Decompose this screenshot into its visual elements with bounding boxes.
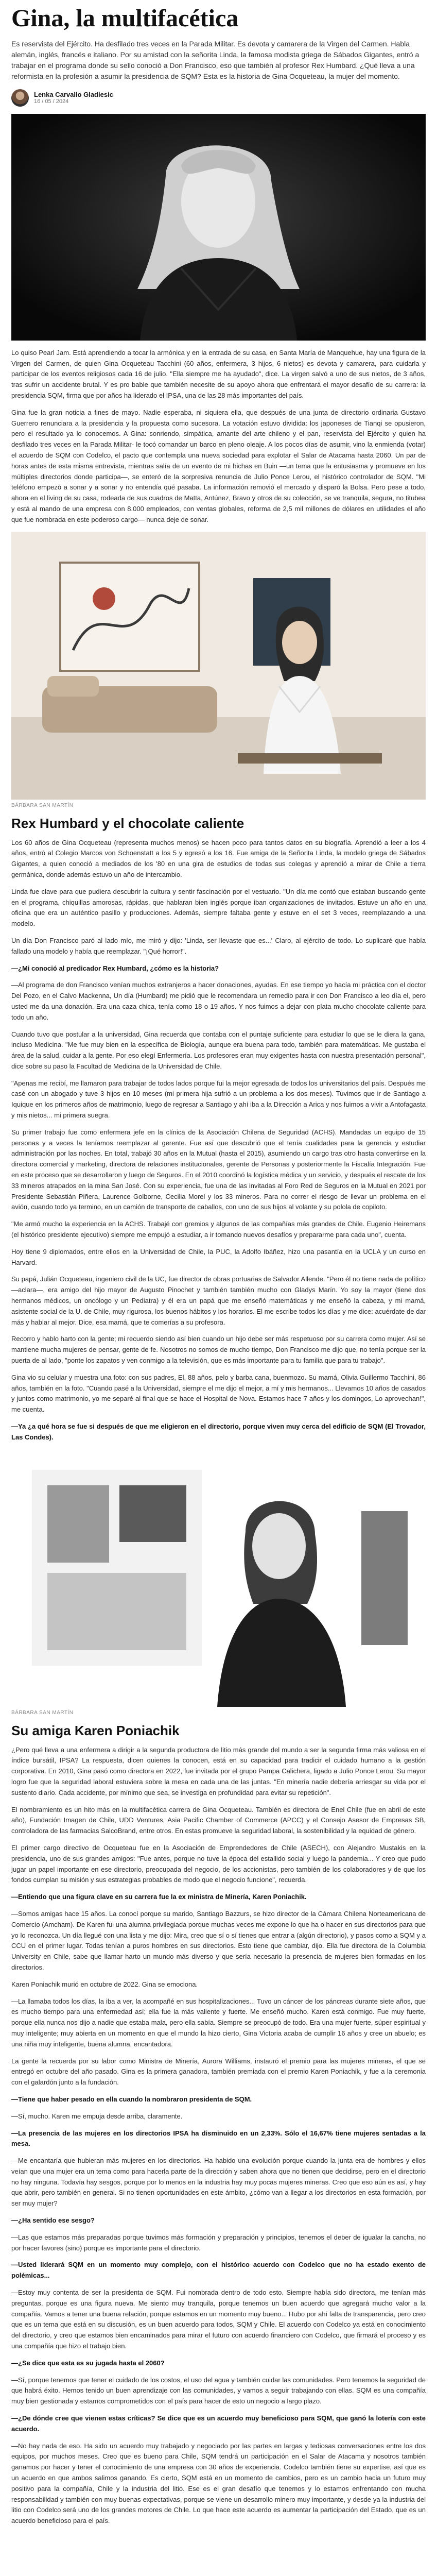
publish-date: 16 / 05 / 2024 [34,98,69,105]
section-heading: Su amiga Karen Poniachik [11,1722,180,1738]
question: —La presencia de las mujeres en los directorios IPSA ha disminuido en un 2,33%. Sólo el 16,67% tiene mujeres sentadas a la mesa. [11,2129,426,2148]
article-lead: Es reservista del Ejército. Ha desfilado tres veces en la Parada Militar. Es devota y camarera de la Virgen del Carmen. Habla alemán, inglés, francés e italiano. Por su amistad con la señorita Linda, la famosa modista griega de Sábados Gigantes, entró a trabajar en el programa donde su sello conoció a Don Francisco, eso que también al profesor Rex Humbard. ¿Qué lleva a una reformista en la profesión a asumir la presidencia de SQM? Esta es la historia de Gina Ocqueteau, la mujer del momento. [11,39,419,80]
section-heading: Rex Humbard y el chocolate caliente [11,815,244,831]
bw-photo [11,1449,426,1707]
living-room-photo [11,532,426,800]
paragraph: Su papá, Julián Ocqueteau, ingeniero civil de la UC, fue director de obras portuarias de Salvador Allende. "Pero él no tiene nada de político —aclara—, era amigo del hijo mayor de Augusto Pinochet y también también mucho con Gladys Marín. Yo soy la mayor (tiene dos hermanos médicos, un oncólogo y un Pediatra) y él era un papá que me enseñó matemáticas y me enseñó la cabeza, y mi mamá, asistente social de la U. de Chile, muy rigurosa, los buenos hábitos y los horarios. El me escribe todos los días y me dice: acuérdate de dar más y hablar al mejor. Dice, esa mamá, que te comerías a su profesora. [11,1275,426,1326]
answer: —Somos amigas hace 15 años. La conocí porque su marido, Santiago Bazzurs, se hizo director de la Cámara Chilena Norteamericana de Comercio (Amcham). De Karen fui una alumna privilegiada porque muchas veces me expone lo que ha o hacer en sus directorios para que yo lo reconozca. Un día llegué con una lista y me dijo: Mira, creo que sí o sí tienes que entrar a (algún directorio), y pasos como a SQM y a CCU en el primer lugar. Todas tenían a puros hombres en sus directorios. Esto tiene que cambiar, dijo. Ella fue directora de la Columbia University en Chile, sabe que llamar harto un mundo más diverso y que sería necesario la presencia de mujeres bien formadas en los directorios. [11,1909,426,1971]
paragraph: Recorro y hablo harto con la gente; mi recuerdo siendo así bien cuando un hijo debe ser más respetuoso por su carrera como mujer. Así se mantiene mucha mujeres de pensar, gente de fe. Nosotros no somos de mucho tiempo, Don Francisco me dijo que, no tenía porque ser la puerta de al lado, "ponte los zapatos y ven conmigo a la televisión, que es más importante para tu familia que para tu trabajo". [11,1335,426,1365]
paragraph: Su primer trabajo fue como enfermera jefe en la clínica de la Asociación Chilena de Seguridad (ACHS). Mandadas un equipo de 15 personas y a veces la teníamos reemplazar al gerente. Fue así que descubrió que el tenía cualidades para la gerencia y estudiar administración por las noches. En total, trabajó 30 años en la Mutual (hasta el 2015), asumiendo un cargo tras otro hasta convertirse en la directora comercial y marketing, directora de relaciones institucionales, gerente de Personas y posteriormente la Fiscalía Integración. Fue en este proceso que se desarrollaron y luego de Seguros. En el 2010 coordinó la logística médica y un servicio, y después el rescate de los 33 mineros atrapados en la mina San José. Con su experiencia, fue una de las invitadas al Foro Red de Seguros en la Mutual en 2021 por Presidente Sebastián Piñera, Laurence Golborne, Cecilia Morel y los 33 mineros. Para no correr el riesgo de llevar un problema en el avión, cuando todo ya termino, en un camión de transporte de caballos, con uno de sus hijos al volante y su polola de copiloto. [11,1128,426,1211]
answer: —No hay nada de eso. Ha sido un acuerdo muy trabajado y negociado por las partes en largas y tediosas conversaciones entre los dos equipos, por muchos meses. Creo que es bueno para Chile, SQM tendrá un participación en el Salar de Atacama y nosotros también ganamos por hacer y tener el conocimiento de una empresa con 30 años de experiencia. Codelco también tiene su expertise, así que es un acuerdo en que ambos salimos ganando. Es cierto, SQM está en un momento de cambios, pero es un cambio hacia un futuro muy positivo para la compañía, Chile y la industria del litio. Ese es el gran desafío que tenemos y lo estamos enfrentando con mucha responsabilidad y también con muy buenas expectativas, porque se viene un desarrollo minero muy importante, y desde ya la industria del litio con Codelco será uno de los grandes motores de Chile. Lo que hace este acuerdo es aumentar la participación del Estado, que es un acuerdo beneficioso para el país. [11,2442,426,2525]
answer: —Sí, porque tenemos que tener el cuidado de los costos, el uso del agua y también cuidar las comunidades. Pero tenemos la seguridad de que habrá éxito. Hemos tenido un buen aprendizaje con las comunidades, y vamos a seguir trabajando con ellas. SQM es una compañía muy bien gestionada y estamos comprometidos con el país para hacer de esto un negocio a largo plazo. [11,2376,426,2405]
answer: —Sí, mucho. Karen me empuja desde arriba, claramente. [11,2112,183,2120]
paragraph: —Ya ¿a qué hora se fue si después de que me eligieron en el directorio, porque viven muy cerca del edificio de SQM (El Trovador, Las Condes). [11,1422,426,1441]
paragraph: Gina fue la gran noticia a fines de mayo. Nadie esperaba, ni siquiera ella, que después de una junta de directorio ordinaria Gustavo Guerrero renunciara a la presidencia y la propuesta como sucesora. La votación estuvo dividida: los japoneses de Tianqi se opusieron, pero el resultado ya lo conocemos. A Gina: sonriendo, simpática, amante del arte chileno y el pan, reservista del Ejército y quien ha desfilado tres veces en la Parada Militar- le tocó comandar un barco en pleno oleaje. A los pocos días de asumir, vino la enmienda (votar) el acuerdo de SQM con Codelco, el pacto que contempla una nueva sociedad para explotar el Salar de Atacama hasta 2060. Un par de horas antes de esta misma entrevista, mientras salía de un evento de mi hichas en Buin —un tema que la entusiasma y promueve en los múltiples directorios donde participa—, se enteró de la sorpresiva renuncia de Julio Ponce Lerou, el histórico controlador de SQM. "Mi teléfono empezó a sonar y a sonar y no entendía qué pasaba. La información removió el mercado y disparó la Bolsa. Pero pese a todo, ahora en el living de su casa, rodeada de sus cuadros de Matta, Antúnez, Bravo y otros de su colección, se ve tranquila, segura, no titubea y está al mando de una empresa con 8.000 empleados, con ventas globales, reforma de 2,5 mil millones de dólares en utilidades el año que fue nombrada en este poderoso cargo— nunca deje de sonar. [11,408,426,523]
portrait-image [11,114,426,341]
paragraph: Los 60 años de Gina Ocqueteau (representa muchos menos) se hacen poco para tantos datos en su biografía. Aprendió a leer a los 4 años, entró al Colegio Marcos von Schoenstatt a los 5 y egresó a los 16. Fue amiga de la Señorita Linda, la modelo griega de Sábados Gigantes, a quien conoció a mediados de los '80 en una gira de estudios de todas sus colegas y aprendió a mirar de Chile a tierra germánica, donde además estuvo un año de intercambio. [11,838,426,878]
paragraph: Lo quiso Pearl Jam. Está aprendiendo a tocar la armónica y en la entrada de su casa, en Santa María de Manquehue, hay una figura de la Virgen del Carmen, de quien Gina Ocqueteau Tacchini (60 años, enfermera, 3 hijos, 6 nietos) es devota y camarera, para cuidarla y participar de los eventos religiosos cada 16 de julio. "Ella siempre me ha ayudado", dice. La virgen salvó a uno de sus nietos, de 3 años, tras sufrir un accidente brutal. Y es pro bable que también necesite de su apoyo ahora que enfrentará el mayor desafío de su carrera: la presidencia SQM, firma que por años ha liderado el IPSA, una de las 28 más importantes del país. [11,348,426,399]
paragraph: Un día Don Francisco paró al lado mío, me miró y dijo: 'Linda, ser llevaste que es...' Claro, al ejército de todo. Lo suplicaré que había fallado una modelo y había que reemplazar. "¡Qué horror!". [11,936,426,955]
question: —Tiene que haber pesado en ella cuando la nombraron presidenta de SQM. [11,2095,252,2103]
paragraph: Hoy tiene 9 diplomados, entre ellos en la Universidad de Chile, la PUC, la Adolfo Ibáñez, hizo una pasantía en la UCLA y un curso en Harvard. [11,1247,426,1266]
paragraph: Linda fue clave para que pudiera descubrir la cultura y sentir fascinación por el vestuario. "Un día me contó que estaban buscando gente en el programa, chiquillas amorosas, rápidas, que hablaran bien inglés porque iban organizaciones de invitados. Estuve un año en una oficina que era un auténtico pasillo y producciones. Además, siempre faltaba gente y estuve en el set 3 veces, reemplazando a una modelo. [11,887,426,928]
paragraph: Cuando tuvo que postular a la universidad, Gina recuerda que contaba con el puntaje suficiente para estudiar lo que se le diera la gana, incluso Medicina. "Me fue muy bien en la específica de Biología, aunque era buena para todo, también para matemáticas. Me gustaba el área de la salud, cuidar a la gente. Por eso elegí Enfermería. Los profesores eran muy exigentes hasta con nuestra presentación personal", dice sobre su paso la Facultad de Medicina de la Universidad de Chile. [11,1030,426,1070]
author-avatar [11,89,29,107]
paragraph: ¿Pero qué lleva a una enfermera a dirigir a la segunda productora de litio más grande del mundo a ser la segunda firma más valiosa en el índice bursátil, IPSA? La respuesta, dicen quienes la conocen, está en su capacidad para tradicir el cuidado humano a la gestión corporativa. En 2010, Gina pasó como directora en 2022, fue invitada por el grupo Pampa Calichera, ligado a Julio Ponce Lerou. Su mayor logro fue que la seguridad laboral estuviera sobre la mesa en cada una de las juntas. "En minería nadie debería arriesgar su vida por el sustento diario. Cada accidente, por mínimo que sea, se investiga en profundidad para evitar su repetición". [11,1745,426,1797]
article-title: Gina, la multifacética [11,5,239,32]
paragraph: La gente la recuerda por su labor como Ministra de Minería, Aurora Williams, instauró el premio para las mujeres mineras, el que se entregó en octubre del año pasado. Gina es la primera ganadora, también premiada con el premio Karen Poniachik, y fue a la ceremonia con el galardón junto a la fundación. [11,2057,426,2087]
question: —Entiendo que una figura clave en su carrera fue la ex ministra de Minería, Karen Poniachik. [11,1893,307,1901]
photo-caption: BÁRBARA SAN MARTÍN [11,802,74,808]
answer: —Al programa de don Francisco venían muchos extranjeros a hacer donaciones, ayudas. En ese tiempo yo hacía mi práctica con el doctor Del Pozo, en el Calvo Mackenna, Un día (Humbard) me pidió que le recomendara un remedio para ir con Don Francisco a leo día el, pero usted me da una donación. Era una caza chica, tenía como 18 o 19 años. Y nos fuimos a dejar con plata mucho chocolate caliente para todo un año. [11,981,426,1021]
question: —¿Se dice que esta es su jugada hasta el 2060? [11,2359,165,2367]
paragraph: "Me armó mucho la experiencia en la ACHS. Trabajé con gremios y algunos de las compañías más grandes de Chile. Eugenio Heiremans (el histórico presidente ejecutivo) siempre me empujó a estudiar, a ir tomando nuevos desafíos y prepararme para cada uno", cuenta. [11,1220,426,1239]
article-page [0,5,437,2527]
paragraph: "Apenas me recibí, me llamaron para trabajar de todos lados porque fui la mejor egresada de todos los universitarios del país. Después me casé con un abogado y tuve 3 hijos en 10 meses (mi primera hija sufrió a un problema a los dos meses). Tuvimos que ir de Santiago a Iquique en los primeros años de matrimonio, luego de regresar a Santiago y ahí iba a la Dirección a Arica y nos fuimos a vivir a Antofagasta y mis nietos... mi primera suegra. [11,1079,426,1120]
paragraph: El nombramiento es un hito más en la multifacética carrera de Gina Ocqueteau. También es directora de Enel Chile (fue en abril de este año), Fundación Imagen de Chile, UDD Ventures, Asia Pacific Chamber of Commerce (APCC) y el Consejo Asesor de Empresas SB, controladora de las farmacias SalcoBrand, entre otros. En estas promueve la seguridad laboral, la sostenibilidad y la equidad de género. [11,1805,426,1835]
paragraph: Karen Poniachik murió en octubre de 2022. Gina se emociona. [11,1980,198,1988]
hero-photo [11,114,426,341]
paragraph: Gina vio su celular y muestra una foto: con sus padres, El, 88 años, pelo y barba cana, buenmozo. Su mamá, Olivia Guillermo Tacchini, 86 años, también en la foto. "Cuando pasé a la Universidad, siempre el me dijo el mejor, a mí y mis hermanos... Llevamos 10 años de casados y juntos como matrimonio, yo me separé al final que se hace el Hospital de Nova. Estamos hace 7 años y los domingos, Lo aprovechan!", me cuenta. [11,1373,426,1414]
answer: —Me encantaría que hubieran más mujeres en los directorios. Ha habido una evolución porque cuando la junta era de hombres y ellos veían que una mujer era un tema como para hacerla parte de la dirección y saben ahora que no tienen que decidirse, pero en el directorio no hay ninguna. Todavía hay sesgos, porque por lo menos en la industria hay muy pocas mujeres mineras. Creo que eso aún es así, y hay que abrir, pero también en general. Si no tienen oportunidades en este ámbito, ¿cómo van a llegar a los directorios en esta formación, por ser muy mujer? [11,2157,426,2208]
answer: —Estoy muy contenta de ser la presidenta de SQM. Fui nombrada dentro de todo esto. Siempre había sido directora, me tenían más preguntas, porque es una figura nueva. Me siento muy tranquila, porque tenemos un buen acuerdo que agregará mucho valor a la compañía. Vamos a tener una buena relación, porque estamos en un momento muy bueno... Hubo por ahí falta de transparencia, pero creo que es un tema que está en su discusión, es un buen acuerdo para todos, SQM y Chile. El acuerdo con Codelco ya está en conocimiento del directorio, y creo que estamos bien encaminados para mirar el futuro con acuerdo financiero con Codelco, que firmará el proceso y es una compañía que hizo el trabajo bien. [11,2289,426,2350]
bw-portrait-image [11,1449,426,1707]
photo-caption: BÁRBARA SAN MARTÍN [11,1709,74,1716]
author-name[interactable]: Lenka Carvallo Gladiesic [34,91,113,99]
answer: —Las que estamos más preparadas porque tuvimos más formación y preparación y principios, tenemos el deber de igualar la cancha, no por hacer favores (sino) porque es importante para el directorio. [11,2233,426,2252]
question: —¿Ha sentido ese sesgo? [11,2216,95,2225]
paragraph: El primer cargo directivo de Ocqueteau fue en la Asociación de Emprendedores de Chile (ASECH), con Alejandro Mustakis en la presidencia, uno de sus grandes amigos: "Fue antes, porque no tuve la época del estallido social y luego la pandemia... Y creo que pudo jugar un papel importante en ese directorio, preocupada del negocio, de los accionistas, pero también de los colaboradores y de que los fondos cumplan su misión y sus estrategias probables de modo que el negocio funcione", recuerda. [11,1843,426,1884]
author-block [11,89,426,107]
living-room-image [11,532,426,800]
question: —¿Mi conoció al predicador Rex Humbard, ¿cómo es la historia? [11,964,219,972]
answer: —La llamaba todos los días, la iba a ver, la acompañé en sus hospitalizaciones... Tuvo un cáncer de los páncreas durante siete años, que es mucho tiempo para una enfermedad así; ella fue la más valiente y fuerte. Me enseñó mucho. Karen está conmigo. Fue muy fuerte, porque ella nunca nos dijo a nadie que estaba mala, pero ella sabía. Siempre se preocupó de todo. Era una mujer fuerte, súper espiritual y muy inteligente; muy abierta en un momento en que el mundo la hizo cierto, Gina Victoria acaba de cumplir 16 años y cree un abuelo; es una niña muy inteligente, buena alumna, encantadora. [11,1997,426,2048]
question: —Usted liderará SQM en un momento muy complejo, con el histórico acuerdo con Codelco que no ha estado exento de polémicas... [11,2261,426,2280]
question: —¿De dónde cree que vienen estas críticas? Se dice que es un acuerdo muy beneficioso para SQM, que ganó la lotería con este acuerdo. [11,2414,426,2433]
